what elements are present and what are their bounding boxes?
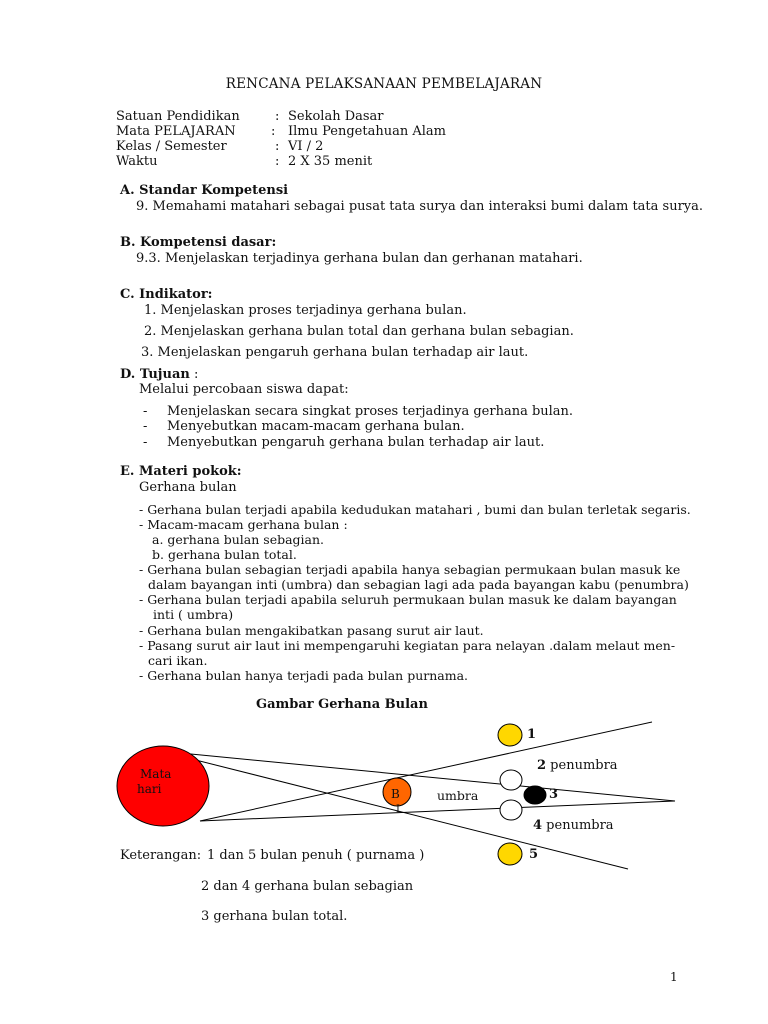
moon-number: 1 bbox=[527, 727, 537, 742]
moon-number: 4 bbox=[533, 818, 543, 833]
section-b-heading: B. Kompetensi dasar: bbox=[120, 235, 277, 250]
section-d-intro: Melalui percobaan siswa dapat: bbox=[139, 382, 349, 397]
section-d-heading-suffix: : bbox=[189, 367, 199, 382]
info-label: Satuan Pendidikan bbox=[116, 109, 240, 124]
moon-number: 3 bbox=[549, 787, 559, 802]
moon-number: 5 bbox=[529, 847, 539, 862]
list-bullet: - bbox=[143, 404, 148, 419]
earth-label: B bbox=[391, 787, 400, 801]
info-colon: : bbox=[275, 139, 280, 154]
section-d-heading: D. Tujuan bbox=[120, 367, 190, 382]
info-value: 2 X 35 menit bbox=[288, 154, 373, 169]
materi-line: a. gerhana bulan sebagian. bbox=[152, 532, 325, 547]
moon-number: 2 bbox=[537, 758, 547, 773]
list-bullet: - bbox=[143, 435, 148, 450]
moon-label-4 bbox=[533, 818, 614, 833]
page-number: 1 bbox=[670, 970, 678, 984]
materi-line: - Gerhana bulan sebagian terjadi apabila hanya sebagian permukaan bulan masuk ke bbox=[139, 562, 681, 577]
legend-item: 1 dan 5 bulan penuh ( purnama ) bbox=[207, 848, 425, 863]
list-bullet: - bbox=[143, 419, 148, 434]
section-a-heading: A. Standar Kompetensi bbox=[120, 183, 289, 198]
info-colon: : bbox=[275, 154, 280, 169]
legend-item: 3 gerhana bulan total. bbox=[201, 909, 348, 924]
section-e-heading: E. Materi pokok: bbox=[120, 464, 242, 479]
materi-line: - Pasang surut air laut ini mempengaruhi kegiatan para nelayan .dalam melaut men- bbox=[139, 638, 676, 653]
info-value: Ilmu Pengetahuan Alam bbox=[288, 124, 446, 139]
moon-1 bbox=[498, 724, 522, 746]
moon-5 bbox=[498, 843, 522, 865]
info-label: Waktu bbox=[116, 154, 158, 169]
earth-tick: I bbox=[396, 804, 400, 815]
info-value: VI / 2 bbox=[288, 139, 324, 154]
section-e-subtitle: Gerhana bulan bbox=[139, 480, 237, 495]
umbra-label: umbra bbox=[437, 788, 479, 803]
moon-4 bbox=[500, 800, 522, 820]
info-label: Mata PELAJARAN bbox=[116, 124, 236, 139]
document-title: RENCANA PELAKSANAAN PEMBELAJARAN bbox=[225, 76, 543, 92]
moon-caption: penumbra bbox=[546, 758, 618, 773]
moon-2 bbox=[500, 770, 522, 790]
materi-line: - Gerhana bulan hanya terjadi pada bulan purnama. bbox=[139, 668, 469, 683]
list-item: Menjelaskan secara singkat proses terjadinya gerhana bulan. bbox=[167, 404, 574, 419]
sun-label: Mata bbox=[140, 767, 172, 781]
materi-line: b. gerhana bulan total. bbox=[152, 547, 297, 562]
sun-label: hari bbox=[137, 782, 162, 796]
materi-line: cari ikan. bbox=[148, 653, 208, 668]
info-value: Sekolah Dasar bbox=[288, 109, 384, 124]
info-colon: : bbox=[275, 109, 280, 124]
section-b-text: 9.3. Menjelaskan terjadinya gerhana bulan dan gerhanan matahari. bbox=[136, 251, 583, 266]
info-label: Kelas / Semester bbox=[116, 139, 227, 154]
materi-line: - Macam-macam gerhana bulan : bbox=[139, 517, 348, 532]
info-colon: : bbox=[271, 124, 276, 139]
moon-3 bbox=[524, 786, 546, 804]
section-a-text: 9. Memahami matahari sebagai pusat tata surya dan interaksi bumi dalam tata surya. bbox=[136, 199, 704, 214]
materi-line: - Gerhana bulan terjadi apabila kedudukan matahari , bumi dan bulan terletak segaris. bbox=[139, 502, 691, 517]
legend-label: Keterangan: bbox=[120, 848, 202, 863]
section-c-heading: C. Indikator: bbox=[120, 287, 213, 302]
diagram-title: Gambar Gerhana Bulan bbox=[256, 697, 428, 712]
moon-label-2 bbox=[537, 758, 618, 773]
indicator-item: 3. Menjelaskan pengaruh gerhana bulan terhadap air laut. bbox=[141, 345, 529, 360]
materi-line: dalam bayangan inti (umbra) dan sebagian lagi ada pada bayangan kabu (penumbra) bbox=[148, 577, 689, 592]
legend-item: 2 dan 4 gerhana bulan sebagian bbox=[201, 879, 414, 894]
indicator-item: 1. Menjelaskan proses terjadinya gerhana bulan. bbox=[144, 303, 467, 318]
moon-caption: penumbra bbox=[542, 818, 614, 833]
materi-line: - Gerhana bulan mengakibatkan pasang surut air laut. bbox=[139, 623, 484, 638]
materi-line: inti ( umbra) bbox=[153, 607, 234, 622]
list-item: Menyebutkan pengaruh gerhana bulan terhadap air laut. bbox=[167, 435, 545, 450]
materi-line: - Gerhana bulan terjadi apabila seluruh permukaan bulan masuk ke dalam bayangan bbox=[139, 592, 677, 607]
sun-circle bbox=[117, 746, 209, 826]
list-item: Menyebutkan macam-macam gerhana bulan. bbox=[167, 419, 465, 434]
indicator-item: 2. Menjelaskan gerhana bulan total dan gerhana bulan sebagian. bbox=[144, 324, 574, 339]
